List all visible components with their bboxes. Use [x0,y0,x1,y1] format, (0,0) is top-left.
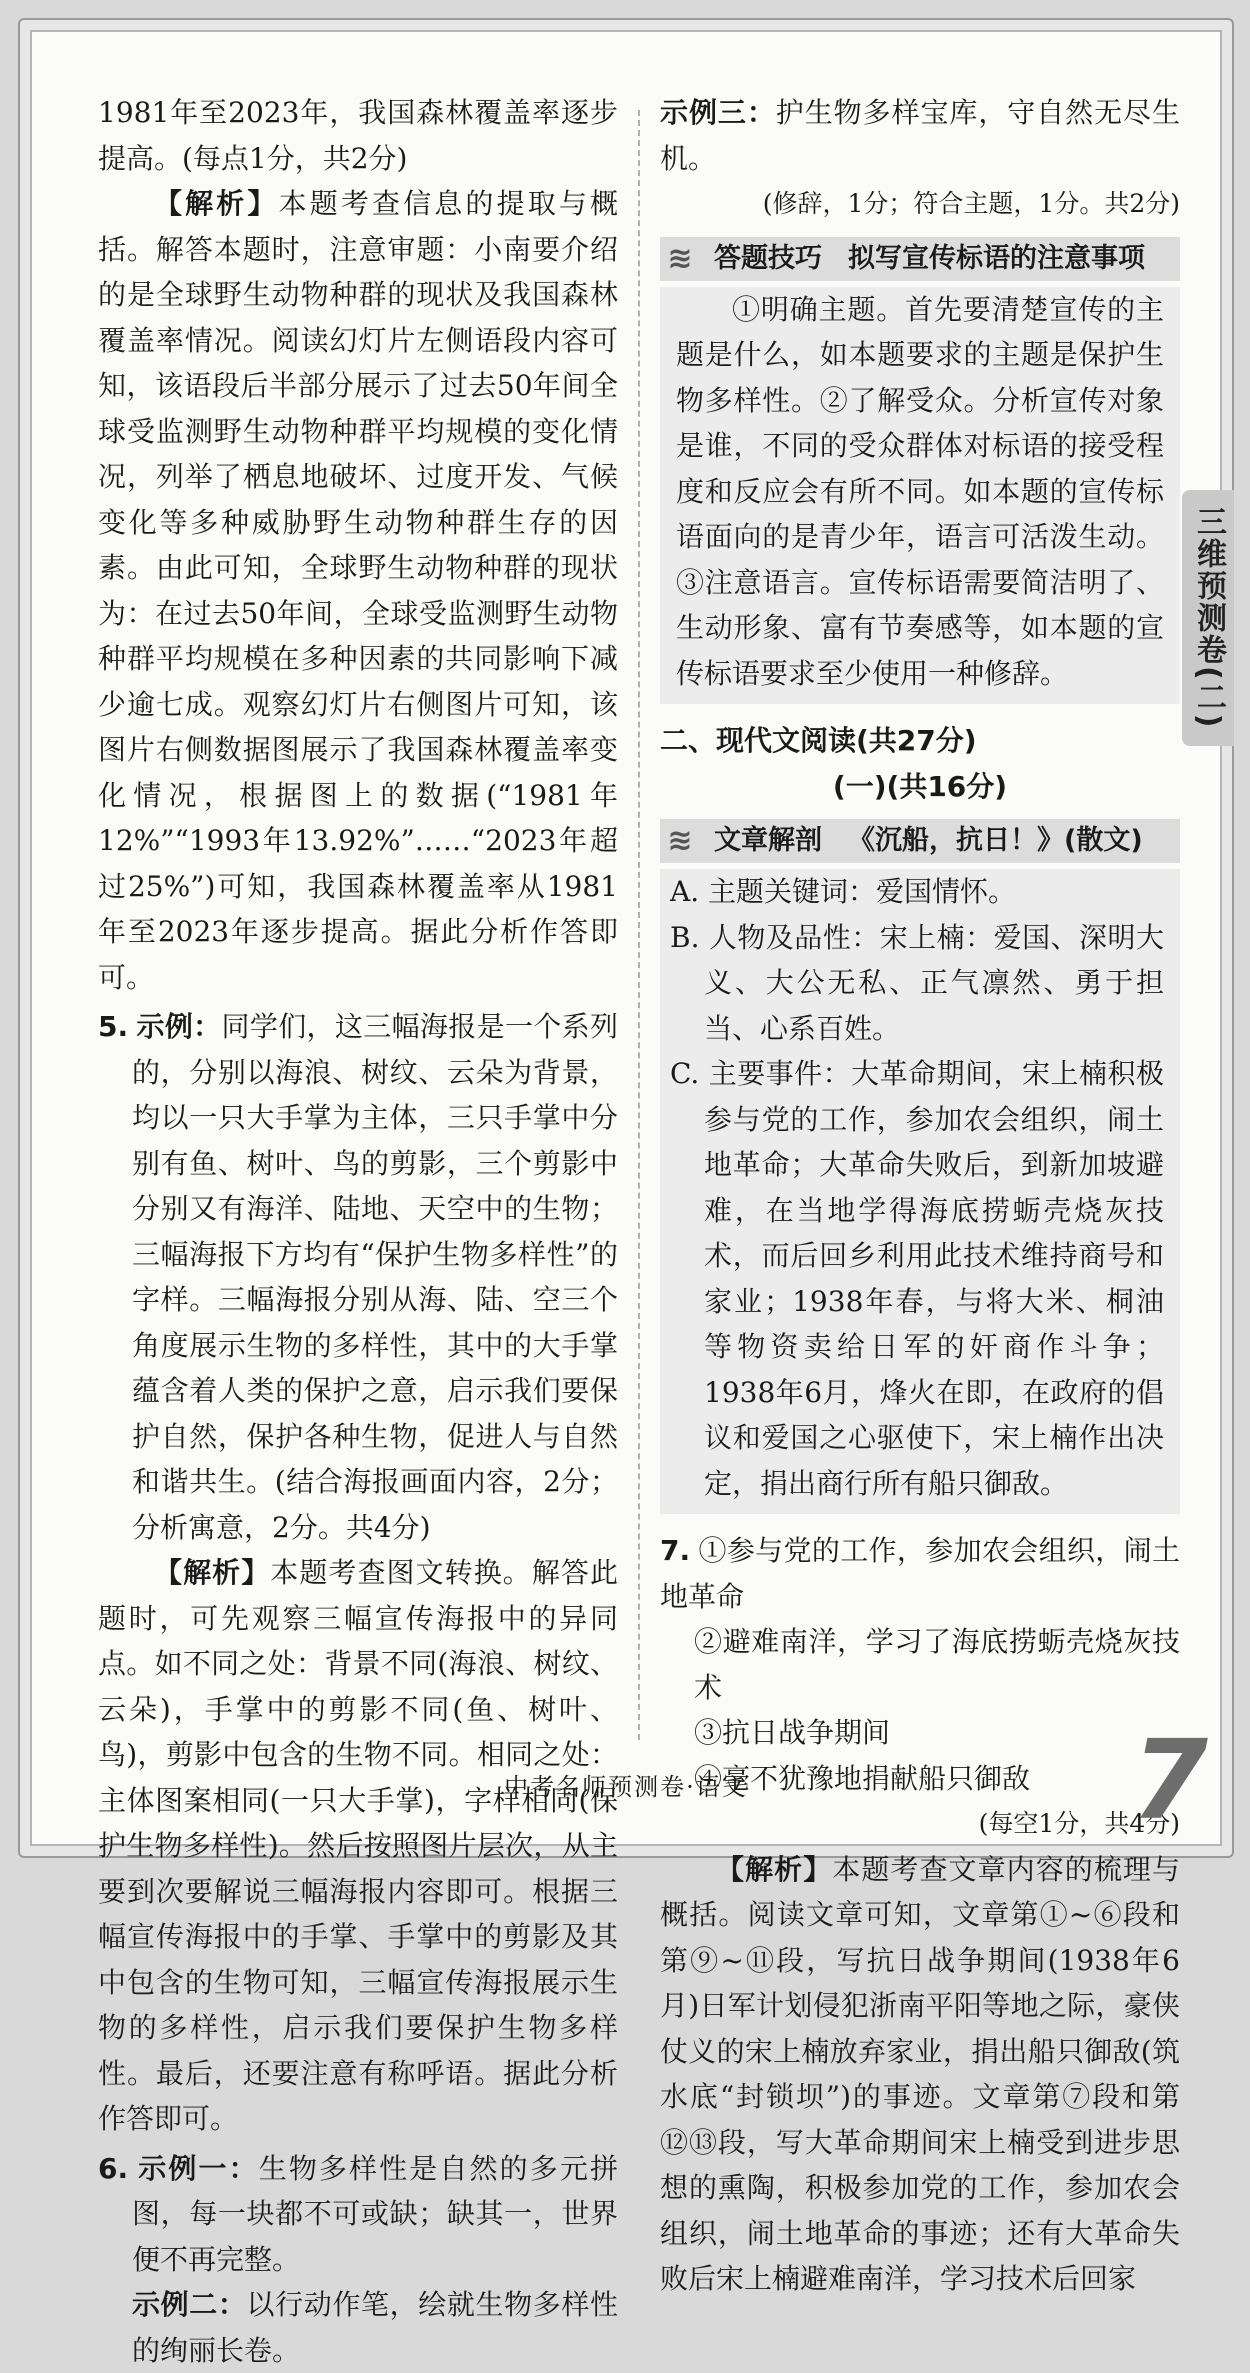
side-tab-label: 三维预测卷(二) [1191,506,1226,730]
analysis-label: 【解析】 [154,187,279,220]
q5-text: 同学们，这三幅海报是一个系列的，分别以海浪、树纹、云朵为背景，均以一只大手掌为主体，三只手掌中分别有鱼、树叶、鸟的剪影，三个剪影中分别又有海洋、陆地、天空中的生物；三幅海报下方均有“保护生物多样性”的字样。三幅海报分别从海、陆、空三个角度展示生物的多样性，其中的大手掌蕴含着人类的保护之意，启示我们要保护自然，保护各种生物，促进人与自然和谐共生。(结合海报画面内容，2分；分析寓意，2分。共4分) [132,1010,618,1544]
tip-header [660,237,1180,281]
column-divider [638,110,640,1740]
q6-example2-text: 以行动作笔，绘就生物多样性的绚丽长卷。 [132,2288,618,2367]
tip-title: 拟写宣传标语的注意事项 [848,242,1145,274]
page-footer: 中考名师预测卷·语文 [504,1773,748,1801]
analysis-label: 【解析】 [716,1852,833,1886]
article-tag: 文章解剖 [714,825,822,857]
right-column [660,90,1180,2302]
q7-analysis [660,1847,1180,2302]
q5-analysis [98,1550,618,2142]
q5-analysis-text: 本题考查图文转换。解答此题时，可先观察三幅宣传海报中的异同点。如不同之处：背景不同(海浪、树纹、云朵)，手掌中的剪影不同(鱼、树叶、鸟)，剪影中包含的生物不同。相同之处：主体图案相同(一只大手掌)，字样相同(保护生物多样性)。然后按照图片层次，从主要到次要解说三幅海报内容即可。根据三幅宣传海报中的手掌、手掌中的剪影及其中包含的生物可知，三幅宣传海报展示生物的多样性，启示我们要保护生物多样性。最后，还要注意有称呼语。据此分析作答即可。 [98,1556,618,2135]
q5-number: 5. [98,1010,129,1043]
section-subtitle: (一)(共16分) [832,769,1008,803]
q7-analysis-text: 本题考查文章内容的梳理与概括。阅读文章可知，文章第①~⑥段和第⑨~⑪段，写抗日战争期间(1938年6月)日军计划侵犯浙南平阳等地之际，豪侠仗义的宋上楠放弃家业，捐出船只御敌(筑水底“封锁坝”)的事迹。文章第⑦段和第⑫⑬段，写大革命期间宋上楠受到进步思想的熏陶，积极参加党的工作，参加农会组织，闹土地革命的事迹；还有大革命失败后宋上楠避难南洋，学习技术后回家 [660,1852,1180,2295]
q6-number: 6. [98,2151,129,2185]
q7-number: 7. [660,1534,691,1567]
article-theme: A. 主题关键词：爱国情怀。 [670,875,1017,908]
side-tab [1182,490,1234,746]
q6-example3 [660,90,1180,181]
q4-analysis-text: 本题考查信息的提取与概括。解答本题时，注意审题：小南要介绍的是全球野生动物种群的现状及我国森林覆盖率情况。阅读幻灯片左侧语段内容可知，该语段后半部分展示了过去50年间全球受监测野生动物种群平均规模的变化情况，列举了栖息地破坏、过度开发、气候变化等多种威胁野生动物种群生存的因素。由此可知，全球野生动物种群的现状为：在过去50年间，全球受监测野生动物种群平均规模在多种因素的共同影响下减少逾七成。观察幻灯片右侧图片可知，该图片右侧数据图展示了我国森林覆盖率变化情况，根据图上的数据(“1981年12%”“1993年13.92%”……“2023年超过25%”)可知，我国森林覆盖率从1981年至2023年逐步提高。据此分析作答即可。 [98,187,618,994]
wave-icon: ≋ [667,240,693,276]
q6-score: (修辞，1分；符合主题，1分。共2分) [762,189,1180,218]
q5-answer [98,1004,618,1550]
page-number: 7 [1131,1716,1208,1844]
q6-example3-text: 护生物多样宝库，守自然无尽生机。 [660,96,1180,175]
analysis-label: 【解析】 [154,1556,271,1589]
q6-example2-label: 示例二： [132,2288,247,2321]
q7-item-3: ③抗日战争期间 [694,1716,891,1749]
article-header [660,819,1180,863]
q7-item-4: ④毫不犹豫地捐献船只御敌 [694,1761,1031,1795]
answer-page [18,18,1234,2367]
q5-example-label: 示例： [136,1010,222,1043]
q4-analysis [98,181,618,1000]
article-title: 《沉船，抗日！》(散文) [848,825,1143,857]
article-box [660,869,1180,1514]
tip-box [660,287,1180,705]
article-character: B. 人物及品性：宋上楠：爱国、深明大义、大公无私、正气凛然、勇于担当、心系百姓。 [670,920,1164,1045]
q7-score: (每空1分，共4分) [978,1809,1180,1838]
q7-item-2: ②避难南洋，学习了海底捞蛎壳烧灰技术 [694,1625,1180,1704]
q6-example1-text: 生物多样性是自然的多元拼图，每一块都不可或缺；缺其一，世界便不再完整。 [132,2151,618,2276]
q6-answer [98,2146,618,2283]
left-column [98,90,618,2373]
q6-example1-label: 示例一： [136,2151,259,2185]
q4-answer-end: 1981年至2023年，我国森林覆盖率逐步提高。(每点1分，共2分) [98,96,618,175]
tip-tag: 答题技巧 [714,242,822,274]
q6-example3-label: 示例三： [660,96,776,129]
q6-example2 [98,2282,618,2373]
q7-item-1: ①参与党的工作，参加农会组织，闹土地革命 [660,1534,1180,1613]
article-events: C. 主要事件：大革命期间，宋上楠积极参与党的工作，参加农会组织，闹土地革命；大革命失败后，到新加坡避难，在当地学得海底捞蛎壳烧灰技术，而后回乡利用此技术维持商号和家业；1938年春，与将大米、桐油等物资卖给日军的奸商作斗争；1938年6月，烽火在即，在政府的倡议和爱国之心驱使下，宋上楠作出决定，捐出商行所有船只御敌。 [670,1057,1164,1500]
wave-icon: ≋ [667,823,693,859]
q7-answer-1 [660,1528,1180,1619]
tip-text: ①明确主题。首先要清楚宣传的主题是什么，如本题要求的主题是保护生物多样性。②了解受众。分析宣传对象是谁，不同的受众群体对标语的接受程度和反应会有所不同。如本题的宣传标语面向的是青少年，语言可活泼生动。③注意语言。宣传标语需要简洁明了、生动形象、富有节奏感等，如本题的宣传标语要求至少使用一种修辞。 [676,292,1164,690]
section-title: 二、现代文阅读(共27分) [660,724,977,757]
